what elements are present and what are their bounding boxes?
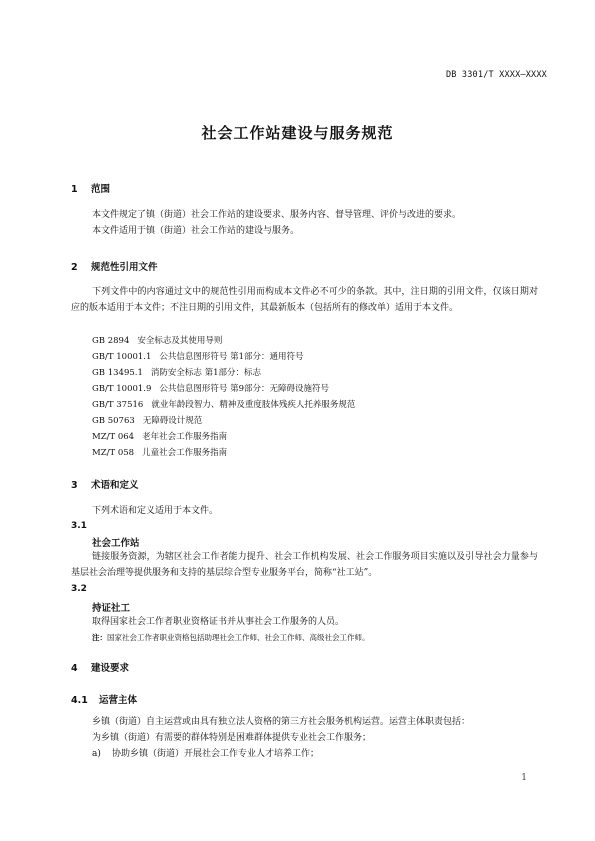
- reference-code: GB 2894: [92, 336, 130, 346]
- reference-item: [92, 350, 304, 362]
- reference-code: MZ/T 064: [92, 432, 135, 442]
- note-text: 国家社会工作者职业资格包括助理社会工作师、社会工作师、高级社会工作师。: [107, 633, 370, 642]
- section-2-intro: 下列文件中的内容通过文中的规范性引用而构成本文件必不可少的条款。其中，注日期的引用文件，仅该日期对应的版本适用于本文件；不注日期的引用文件，其最新版本（包括所有的修改单）适用于本文件。: [71, 287, 538, 313]
- section-title: 术语和定义: [91, 480, 139, 491]
- section-3-intro: 下列术语和定义适用于本文件。: [92, 506, 219, 516]
- section-title: 规范性引用文件: [91, 262, 158, 273]
- reference-item: [92, 430, 227, 442]
- reference-code: GB/T 10001.9: [92, 384, 152, 394]
- reference-code: GB/T 37516: [92, 400, 144, 410]
- section-1-heading: [71, 181, 110, 195]
- section-3-heading: [71, 477, 139, 491]
- term-note: [92, 632, 370, 643]
- subsection-4-1-paragraph-1: 乡镇（街道）自主运营或由具有独立法人资格的第三方社会服务机构运营。运营主体职责包括：: [92, 717, 471, 727]
- section-1-paragraph-1: 本文件规定了镇（街道）社会工作站的建设要求、服务内容、督导管理、评价与改进的要求。: [92, 210, 462, 220]
- reference-code: GB/T 10001.1: [92, 352, 152, 362]
- reference-title: 老年社会工作服务指南: [142, 432, 228, 442]
- section-number: 2: [71, 262, 78, 273]
- section-4-heading: [71, 660, 129, 674]
- list-item-label: a): [92, 749, 101, 759]
- subsection-4-1-paragraph-2: 为乡镇（街道）有需要的群体特别是困难群体提供专业社会工作服务；: [92, 733, 372, 743]
- reference-title: 就业年龄段智力、精神及重度肢体残疾人托养服务规范: [151, 400, 356, 410]
- reference-title: 儿童社会工作服务指南: [142, 448, 228, 458]
- section-number: 1: [71, 184, 78, 195]
- term-number: 3.1: [71, 521, 87, 531]
- section-title: 建设要求: [91, 663, 130, 674]
- reference-code: GB 50763: [92, 416, 135, 426]
- reference-item: [92, 446, 227, 458]
- term-name: 持证社工: [92, 603, 131, 614]
- document-code: DB 3301/T XXXX—XXXX: [445, 70, 547, 80]
- reference-title: 公共信息图形符号 第9部分：无障碍设施符号: [159, 384, 330, 394]
- note-label: 注：: [92, 633, 107, 642]
- section-number: 4: [71, 663, 78, 674]
- section-title: 范围: [91, 184, 111, 195]
- reference-item: [92, 382, 329, 394]
- reference-code: GB 13495.1: [92, 368, 143, 378]
- subsection-title: 运营主体: [99, 695, 138, 706]
- reference-title: 安全标志及其使用导则: [137, 336, 223, 346]
- subsection-4-1-heading: [71, 692, 137, 706]
- reference-item: [92, 398, 355, 410]
- list-item-text: 协助乡镇（街道）开展社会工作专业人才培养工作；: [112, 749, 320, 759]
- term-definition: 链接服务资源，为辖区社会工作者能力提升、社会工作机构发展、社会工作服务项目实施以及引导社会力量参与基层社会治理等提供服务和支持的基层综合型专业服务平台，简称“社工站”。: [71, 552, 538, 578]
- reference-title: 公共信息图形符号 第1部分：通用符号: [159, 352, 304, 362]
- section-2-heading: [71, 259, 158, 273]
- reference-item: [92, 366, 261, 378]
- reference-item: [92, 334, 222, 346]
- list-item-a: [92, 748, 319, 761]
- term-definition: 取得国家社会工作者职业资格证书并从事社会工作服务的人员。: [92, 617, 345, 627]
- term-number: 3.2: [71, 584, 87, 594]
- page-number: 1: [521, 773, 527, 783]
- reference-code: MZ/T 058: [92, 448, 135, 458]
- term-name: 社会工作站: [92, 538, 140, 549]
- section-1-paragraph-2: 本文件适用于镇（街道）社会工作站的建设与服务。: [92, 226, 300, 236]
- section-number: 3: [71, 480, 78, 491]
- subsection-number: 4.1: [71, 695, 88, 706]
- document-title: 社会工作站建设与服务规范: [201, 124, 394, 142]
- reference-title: 无障碍设计规范: [142, 416, 203, 426]
- reference-title: 消防安全标志 第1部分：标志: [150, 368, 262, 378]
- reference-item: [92, 414, 202, 426]
